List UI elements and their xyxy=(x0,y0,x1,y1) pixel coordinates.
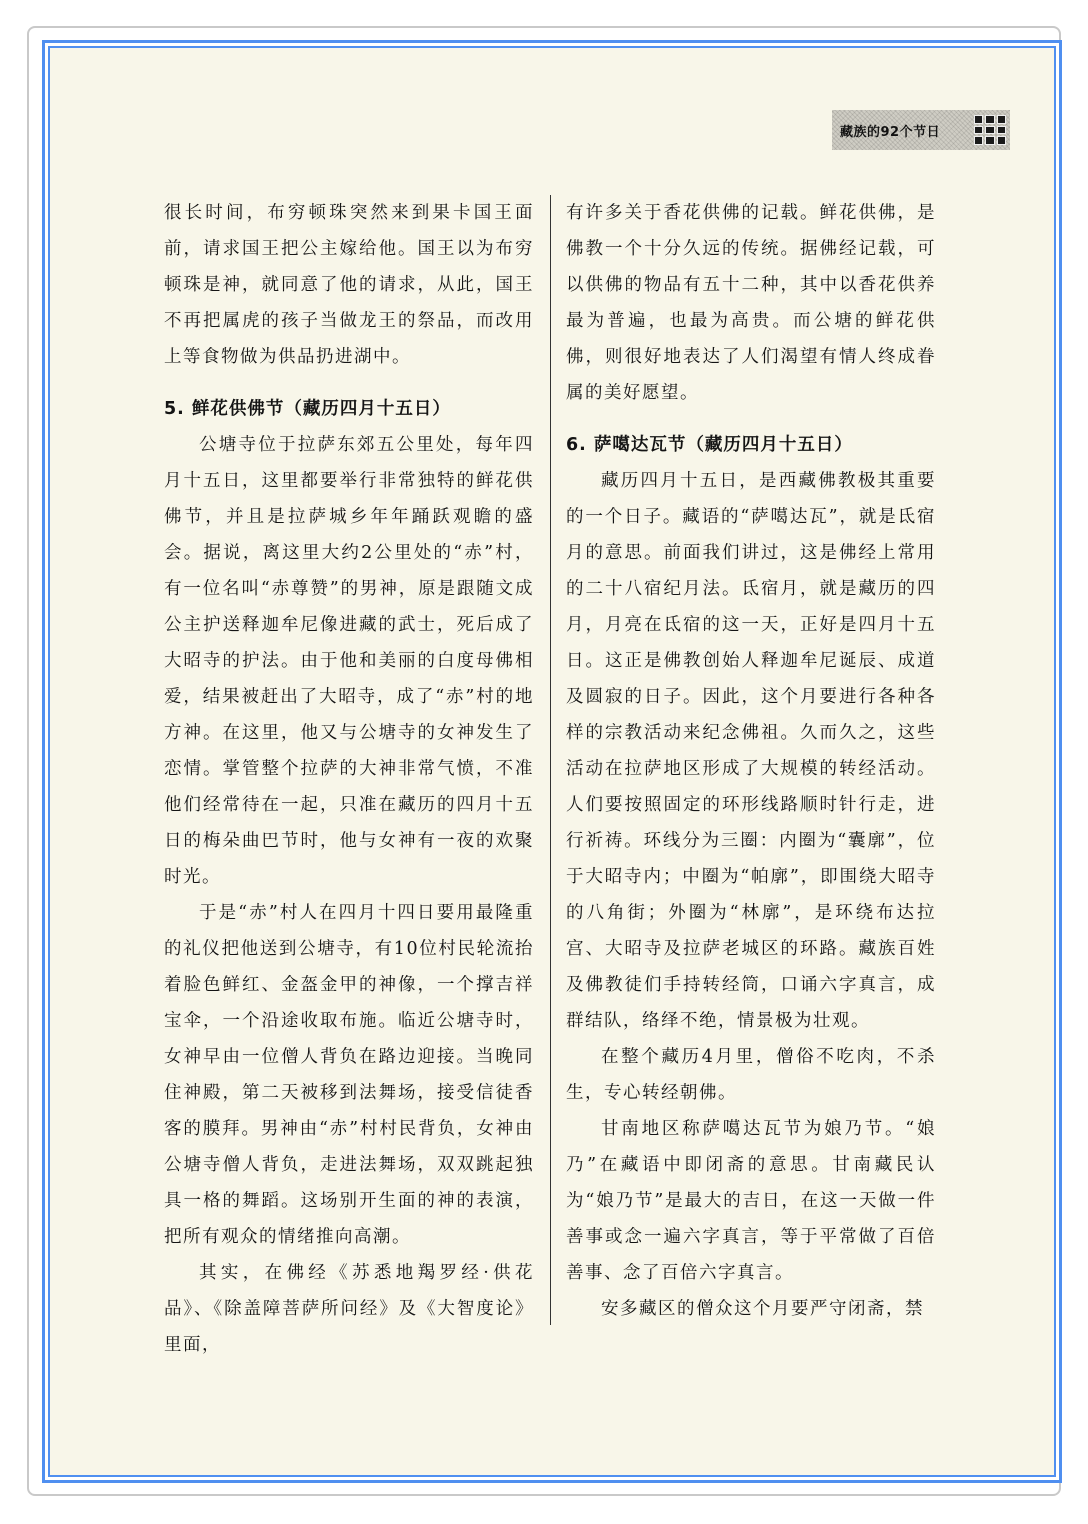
section-heading: 5. 鲜花供佛节（藏历四月十五日） xyxy=(164,399,451,419)
book-ornament-icon xyxy=(974,115,1006,145)
section-heading: 6. 萨噶达瓦节（藏历四月十五日） xyxy=(566,435,853,455)
right-column xyxy=(566,195,936,1327)
running-title: 藏族的92个节日 xyxy=(840,124,941,140)
paragraph: 藏历四月十五日，是西藏佛教极其重要的一个日子。藏语的“萨噶达瓦”，就是氐宿月的意思。前面我们讲过，这是佛经上常用的二十八宿纪月法。氐宿月，就是藏历的四月，月亮在氐宿的这一天，正好是四月十五日。这正是佛教创始人释迦牟尼诞辰、成道及圆寂的日子。因此，这个月要进行各种各样的宗教活动来纪念佛祖。久而久之，这些活动在拉萨地区形成了大规模的转经活动。人们要按照固定的环形线路顺时针行走，进行祈祷。环线分为三圈：内圈为“囊廓”，位于大昭寺内；中圈为“帕廓”，即围绕大昭寺的八角街；外圈为“林廓”，是环绕布达拉宫、大昭寺及拉萨老城区的环路。藏族百姓及佛教徒们手持转经筒，口诵六字真言，成群结队，络绎不绝，情景极为壮观。 xyxy=(566,471,936,1031)
paragraph: 有许多关于香花供佛的记载。鲜花供佛，是佛教一个十分久远的传统。据佛经记载，可以供佛的物品有五十二种，其中以香花供养最为普遍，也最为高贵。而公塘的鲜花供佛，则很好地表达了人们渴望有情人终成眷属的美好愿望。 xyxy=(566,203,936,403)
column-divider xyxy=(550,195,551,1325)
paragraph: 甘南地区称萨噶达瓦节为娘乃节。“娘乃”在藏语中即闭斋的意思。甘南藏民认为“娘乃节”是最大的吉日，在这一天做一件善事或念一遍六字真言，等于平常做了百倍善事、念了百倍六字真言。 xyxy=(566,1119,936,1283)
running-header xyxy=(832,110,1010,150)
paragraph: 公塘寺位于拉萨东郊五公里处，每年四月十五日，这里都要举行非常独特的鲜花供佛节，并且是拉萨城乡年年踊跃观瞻的盛会。据说，离这里大约2公里处的“赤”村，有一位名叫“赤尊赞”的男神，原是跟随文成公主护送释迦牟尼像进藏的武士，死后成了大昭寺的护法。由于他和美丽的白度母佛相爱，结果被赶出了大昭寺，成了“赤”村的地方神。在这里，他又与公塘寺的女神发生了恋情。掌管整个拉萨的大神非常气愤，不准他们经常待在一起，只准在藏历的四月十五日的梅朵曲巴节时，他与女神有一夜的欢聚时光。 xyxy=(164,435,534,887)
paragraph: 在整个藏历4月里，僧俗不吃肉，不杀生，专心转经朝佛。 xyxy=(566,1047,936,1103)
paragraph: 安多藏区的僧众这个月要严守闭斋，禁 xyxy=(601,1299,924,1319)
paragraph: 很长时间，布穷顿珠突然来到果卡国王面前，请求国王把公主嫁给他。国王以为布穷顿珠是神，就同意了他的请求，从此，国王不再把属虎的孩子当做龙王的祭品，而改用上等食物做为供品扔进湖中。 xyxy=(164,203,534,367)
paragraph: 其实，在佛经《苏悉地羯罗经·供花品》、《除盖障菩萨所问经》及《大智度论》里面， xyxy=(164,1263,534,1355)
paragraph: 于是“赤”村人在四月十四日要用最隆重的礼仪把他送到公塘寺，有10位村民轮流抬着脸色鲜红、金盔金甲的神像，一个撑吉祥宝伞，一个沿途收取布施。临近公塘寺时，女神早由一位僧人背负在路边迎接。当晚同住神殿，第二天被移到法舞场，接受信徒香客的膜拜。男神由“赤”村村民背负，女神由公塘寺僧人背负，走进法舞场，双双跳起独具一格的舞蹈。这场别开生面的神的表演，把所有观众的情绪推向高潮。 xyxy=(164,903,534,1247)
left-column xyxy=(164,195,534,1363)
